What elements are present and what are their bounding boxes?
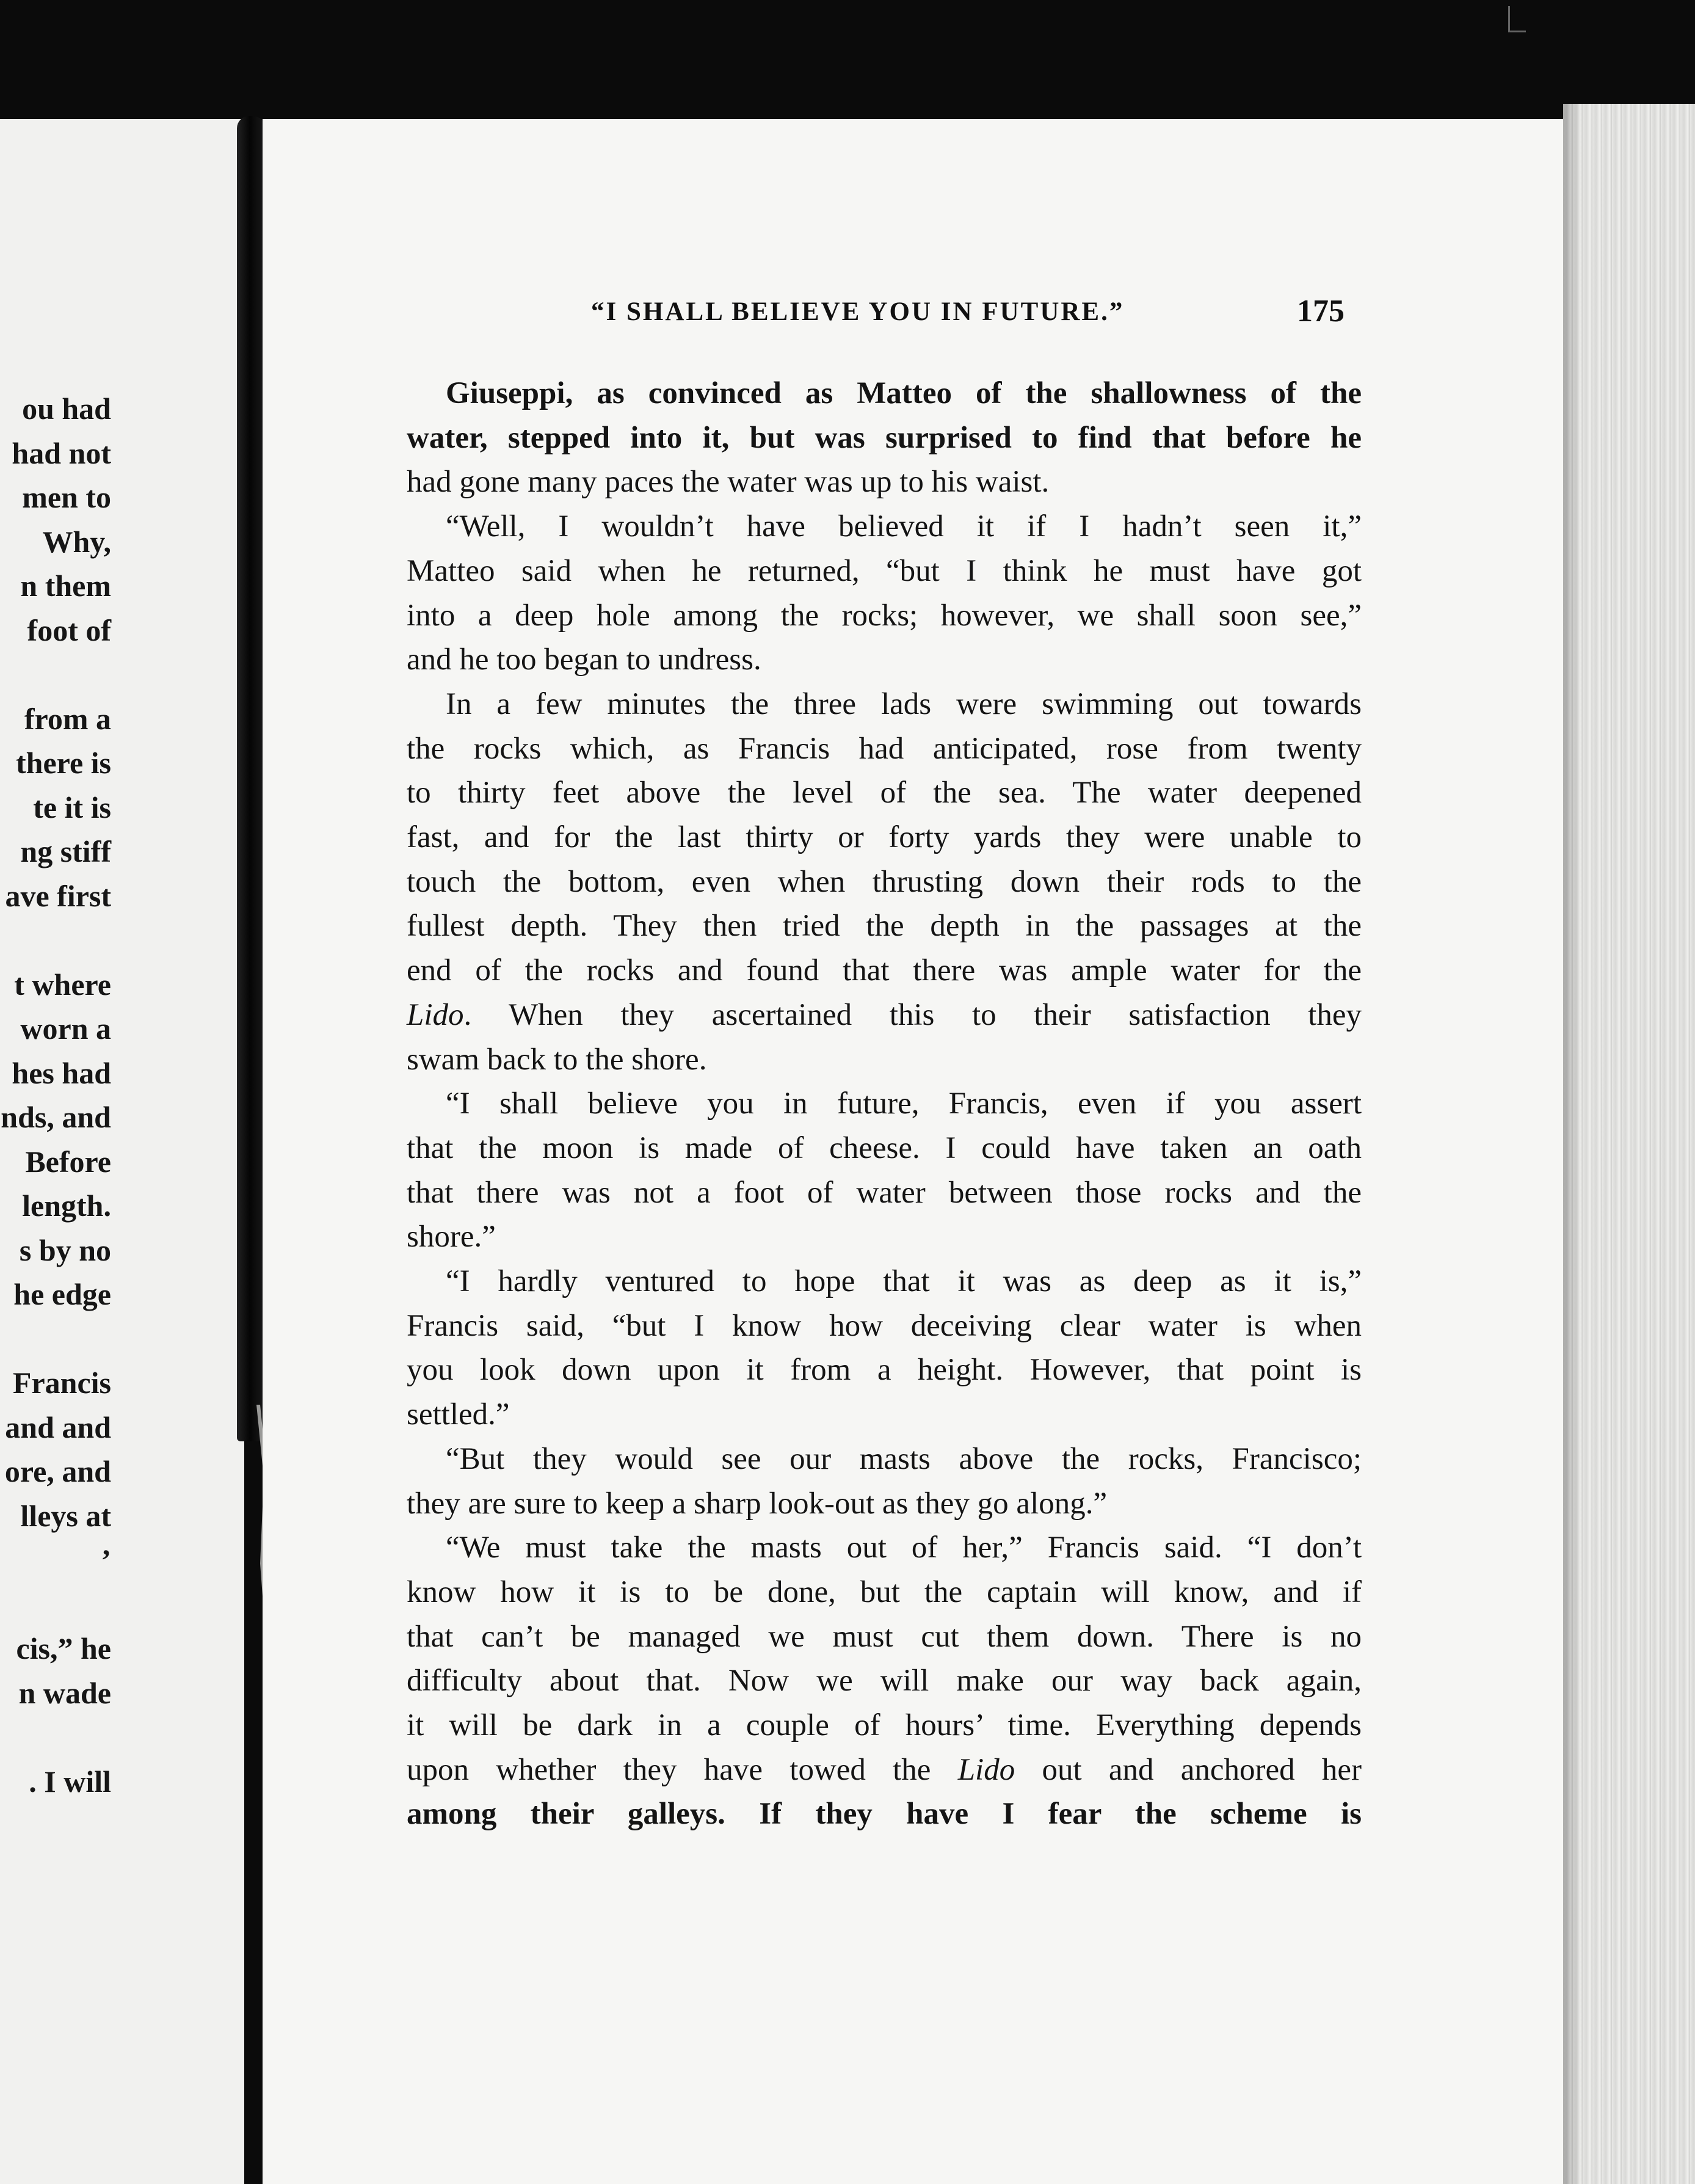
text-line: end of the rocks and found that there was ample water for the: [407, 953, 1362, 988]
page-number: 175: [1297, 294, 1345, 329]
left-page-line: from a: [24, 701, 111, 736]
text-line: had gone many paces the water was up to his waist.: [407, 465, 1050, 500]
text-line: to thirty feet above the level of the sea. The water deepened: [407, 776, 1362, 810]
text-line: among their galleys. If they have I fear the scheme is: [407, 1797, 1362, 1832]
text-line: “Well, I wouldn’t have believed it if I hadn’t seen it,”: [446, 509, 1362, 544]
left-page-line: te it is: [33, 790, 111, 824]
left-page-line: had not: [12, 435, 111, 470]
left-page-line: hes had: [12, 1055, 111, 1090]
left-page-line: s by no: [19, 1232, 111, 1267]
left-page-line: ou had: [22, 391, 111, 426]
left-page-line: and and: [5, 1410, 111, 1444]
text-line: they are sure to keep a sharp look-out as they go along.”: [407, 1486, 1108, 1521]
text-line: and he too began to undress.: [407, 642, 761, 677]
left-page-line: Before: [25, 1144, 111, 1179]
left-page-line: ’: [101, 1543, 111, 1577]
text-line: “I shall believe you in future, Francis, even if you assert: [446, 1087, 1362, 1121]
text-line: In a few minutes the three lads were swimming out towards: [446, 686, 1362, 721]
text-line: the rocks which, as Francis had anticipated, rose from twenty: [407, 731, 1362, 766]
left-page-line: length.: [22, 1188, 111, 1223]
corner-crop-mark: [1508, 6, 1526, 32]
left-page-line: Why,: [42, 524, 111, 559]
text-line: Matteo said when he returned, “but I think he must have got: [407, 553, 1362, 588]
left-page-line: nds, and: [1, 1100, 111, 1134]
text-line: that there was not a foot of water between those rocks and the: [407, 1175, 1362, 1210]
text-line: fullest depth. They then tried the depth in the passages at the: [407, 909, 1362, 944]
text-line: water, stepped into it, but was surprised to find that before he: [407, 420, 1362, 455]
text-line: difficulty about that. Now we will make our way back again,: [407, 1664, 1362, 1698]
left-page-line: worn a: [20, 1011, 111, 1046]
binding-gutter: [237, 116, 265, 1441]
left-page-line: . I will: [29, 1764, 111, 1799]
running-header: “I SHALL BELIEVE YOU IN FUTURE.”: [591, 297, 1125, 326]
text-line: touch the bottom, even when thrusting down their rods to the: [407, 864, 1362, 899]
text-line: Francis said, “but I know how deceiving clear water is when: [407, 1308, 1362, 1343]
left-page-line: t where: [14, 967, 111, 1002]
text-line: settled.”: [407, 1397, 510, 1432]
left-page-line: n wade: [18, 1675, 111, 1710]
left-page-line: foot of: [27, 613, 111, 647]
text-line: Lido. When they ascertained this to their satisfaction they: [407, 997, 1362, 1032]
text-line: you look down upon it from a height. However, that point is: [407, 1353, 1362, 1388]
text-line: know how it is to be done, but the captain will know, and if: [407, 1574, 1362, 1609]
page-edge-shadow: [1563, 104, 1581, 2184]
left-page-line: there is: [16, 746, 111, 780]
text-line: swam back to the shore.: [407, 1042, 707, 1077]
left-page-line: Francis: [12, 1366, 111, 1400]
left-page-line: n them: [20, 569, 111, 603]
text-line: that can’t be managed we must cut them down. There is no: [407, 1619, 1362, 1654]
book-page-edges: [1563, 104, 1695, 2184]
text-line: upon whether they have towed the Lido out and anchored her: [407, 1752, 1362, 1787]
left-page-line: men to: [22, 480, 111, 514]
left-page-line: lleys at: [20, 1498, 111, 1533]
text-line: “But they would see our masts above the rocks, Francisco;: [446, 1441, 1362, 1476]
text-line: “We must take the masts out of her,” Francis said. “I don’t: [446, 1531, 1362, 1565]
left-page-line: cis,” he: [16, 1631, 111, 1665]
text-line: shore.”: [407, 1220, 496, 1254]
text-line: Giuseppi, as convinced as Matteo of the shallowness of the: [446, 376, 1362, 410]
text-line: into a deep hole among the rocks; however, we shall soon see,”: [407, 598, 1362, 633]
text-line: that the moon is made of cheese. I could have taken an oath: [407, 1130, 1362, 1165]
text-line: fast, and for the last thirty or forty yards they were unable to: [407, 820, 1362, 854]
text-line: it will be dark in a couple of hours’ time. Everything depends: [407, 1708, 1362, 1742]
left-page-line: ng stiff: [20, 834, 111, 868]
left-page-line: ave first: [5, 878, 111, 913]
left-page-line: he edge: [13, 1277, 111, 1311]
left-page-line: ore, and: [4, 1454, 111, 1488]
text-line: “I hardly ventured to hope that it was as deep as it is,”: [446, 1264, 1362, 1298]
